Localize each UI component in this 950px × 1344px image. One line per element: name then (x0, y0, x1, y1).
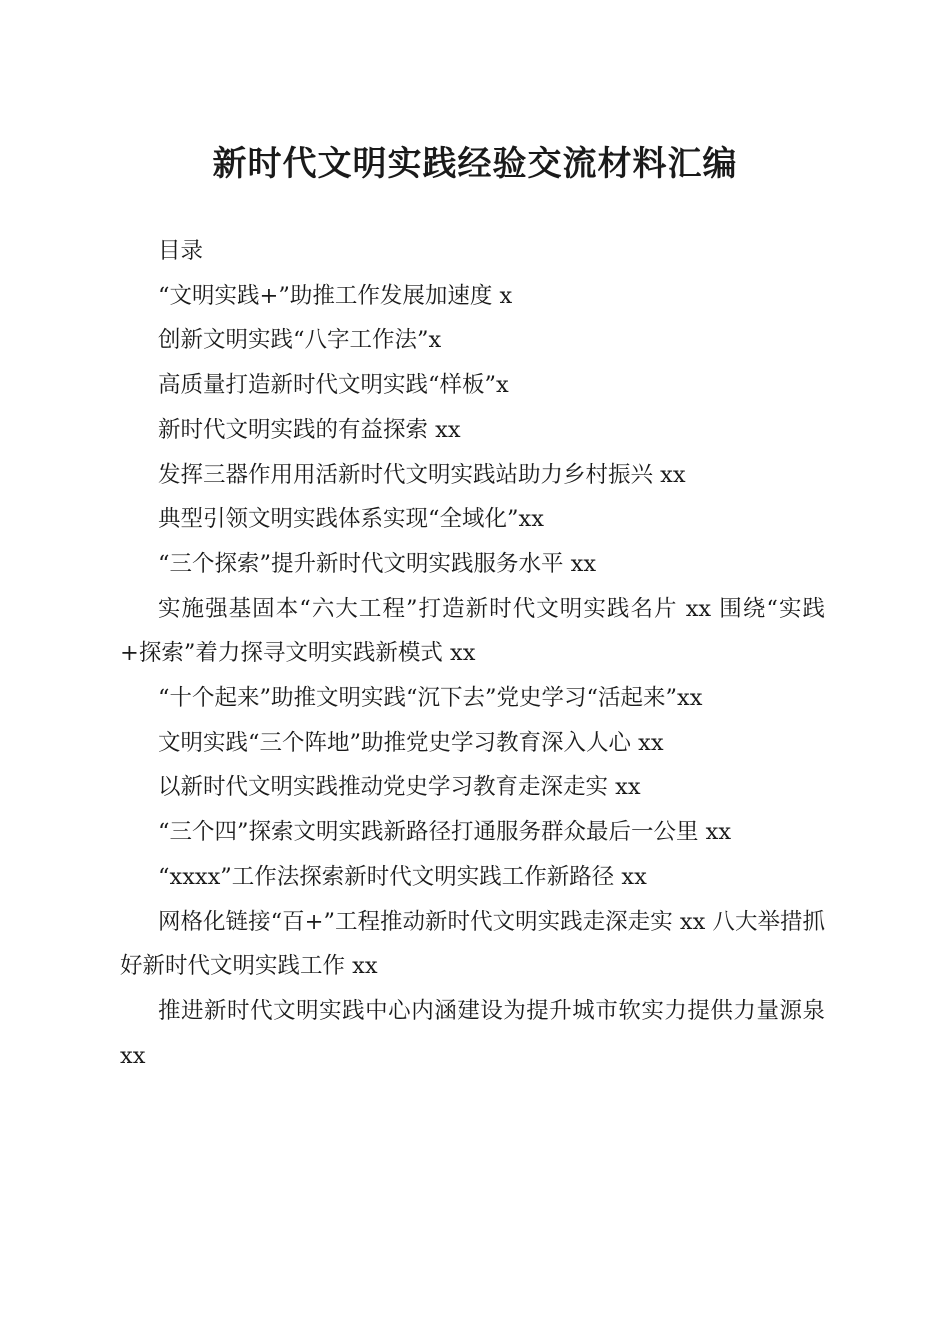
document-title: 新时代文明实践经验交流材料汇编 (212, 144, 738, 184)
toc-item: 新时代文明实践的有益探索 xx (158, 416, 461, 443)
toc-item: “十个起来”助推文明实践“沉下去”党史学习“活起来”xx (158, 685, 703, 712)
toc-item: 文明实践“三个阵地”助推党史学习教育深入人心 xx (158, 729, 664, 756)
toc-item: 高质量打造新时代文明实践“样板”x (158, 372, 509, 399)
toc-item: “三个四”探索文明实践新路径打通服务群众最后一公里 xx (158, 819, 732, 846)
toc-item: 以新时代文明实践推动党史学习教育走深走实 xx (158, 774, 641, 801)
toc-item: 实施强基固本“六大工程”打造新时代文明实践名片 xx 围绕“实践+探索”着力探寻文明实践新模式 xx (120, 595, 825, 667)
toc-item: 推进新时代文明实践中心内涵建设为提升城市软实力提供力量源泉 xx (120, 997, 825, 1069)
toc-item: “文明实践+”助推工作发展加速度 x (158, 282, 513, 309)
table-of-contents (120, 229, 825, 1078)
toc-heading: 目录 (158, 238, 204, 264)
toc-item: 创新文明实践“八字工作法”x (158, 327, 442, 354)
toc-item: “三个探索”提升新时代文明实践服务水平 xx (158, 550, 597, 577)
toc-item: 发挥三器作用用活新时代文明实践站助力乡村振兴 xx (158, 461, 686, 488)
toc-item: “xxxx”工作法探索新时代文明实践工作新路径 xx (158, 863, 647, 890)
toc-item: 网格化链接“百+”工程推动新时代文明实践走深走实 xx 八大举措抓好新时代文明实践工作 xx (120, 908, 825, 980)
toc-item: 典型引领文明实践体系实现“全域化”xx (158, 506, 544, 533)
